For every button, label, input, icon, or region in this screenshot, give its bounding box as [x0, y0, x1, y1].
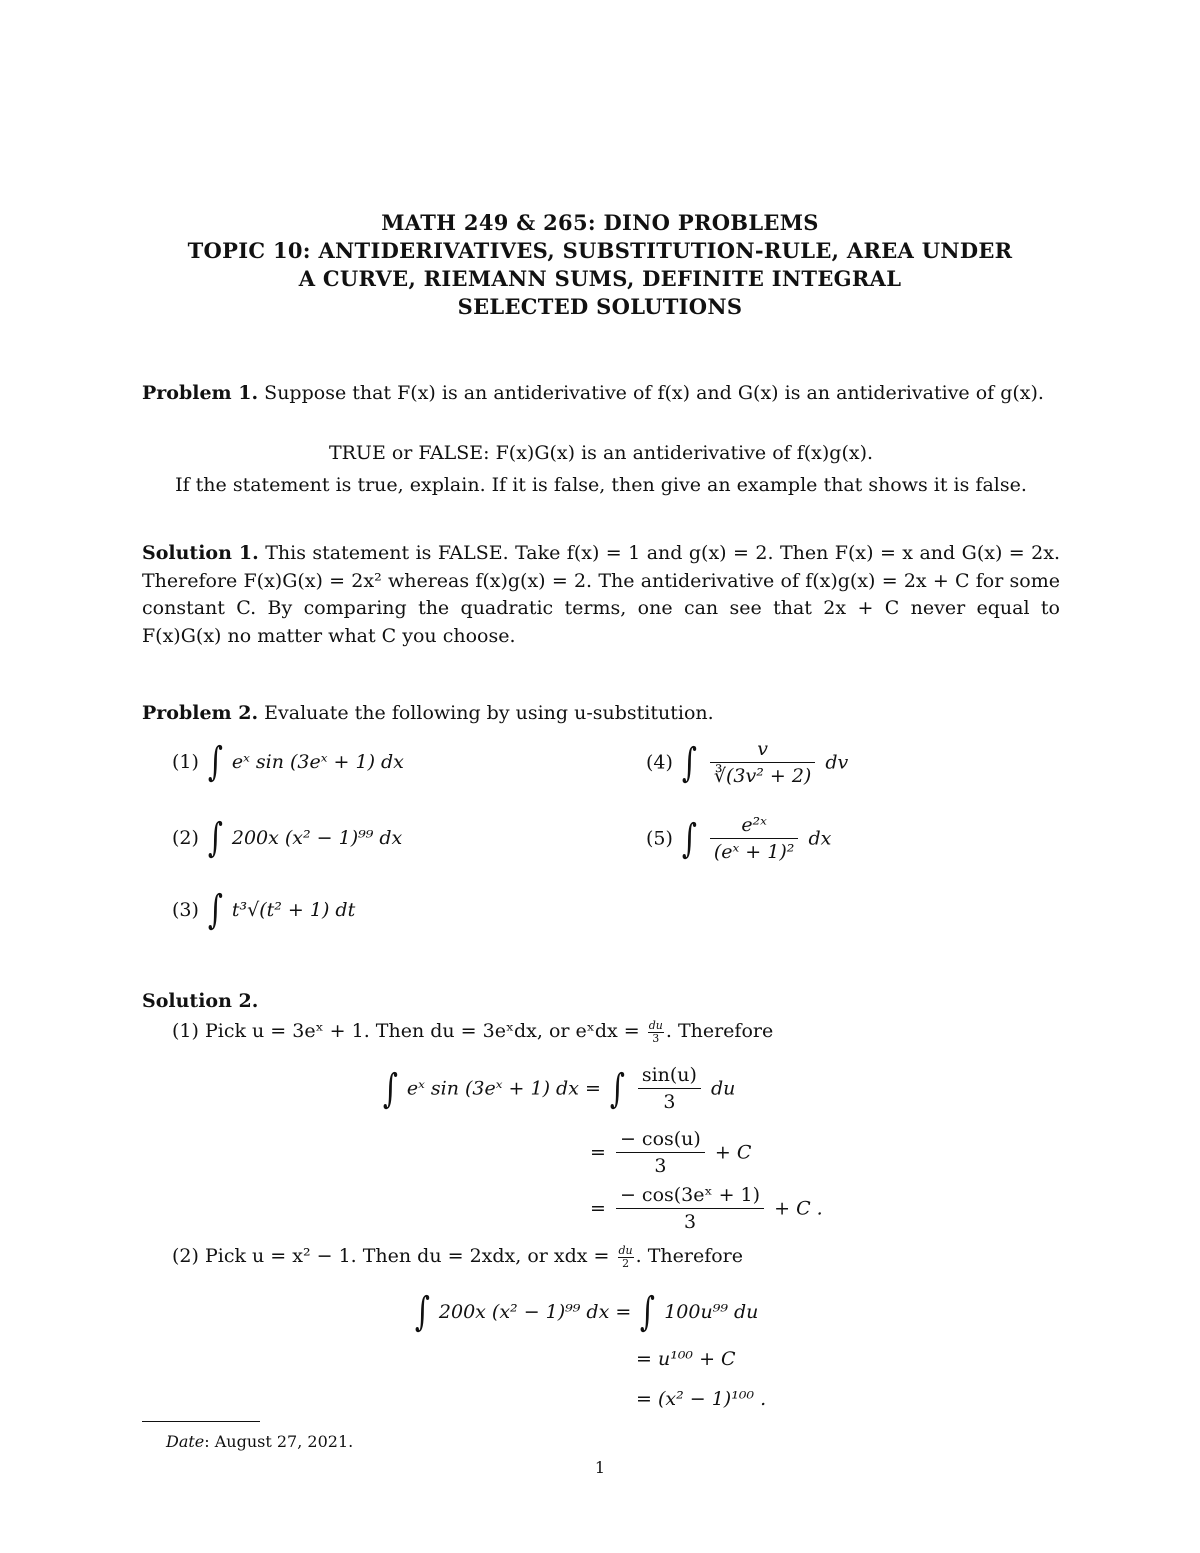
- solution-2-part-2-intro: [172, 1245, 743, 1269]
- footnote-text: : August 27, 2021.: [204, 1432, 354, 1451]
- title-line-3: A CURVE, RIEMANN SUMS, DEFINITE INTEGRAL: [298, 266, 902, 291]
- part-2-intro-end: . Therefore: [635, 1245, 743, 1268]
- part-1-step-3-denominator: 3: [683, 1211, 697, 1233]
- item-1-expression: eˣ sin (3eˣ + 1) dx: [231, 751, 404, 773]
- equals-sign: =: [590, 1197, 606, 1220]
- problem-1-statement: TRUE or FALSE: F(x)G(x) is an antiderivative of f(x)g(x).: [328, 442, 874, 464]
- problem-2-item-1: [172, 739, 404, 785]
- part-1-step-3-tail: + C .: [774, 1197, 823, 1220]
- part-1-lhs: eˣ sin (3eˣ + 1) dx =: [406, 1077, 601, 1100]
- part-1-du-fraction: [648, 1020, 664, 1044]
- problem-2-item-3: [172, 887, 356, 933]
- part-2-equation-line-2: = u¹⁰⁰ + C: [636, 1348, 736, 1370]
- problem-1-text: Suppose that F(x) is an antiderivative of f(x) and G(x) is an antiderivative of g(x).: [264, 382, 1044, 404]
- problem-2: [142, 700, 1060, 728]
- footnote-rule: [142, 1421, 260, 1422]
- integral-sign: ∫: [207, 887, 223, 933]
- problem-2-item-4: [646, 738, 848, 787]
- item-4-denominator: ∛(3v² + 2): [713, 765, 812, 787]
- part-1-step-2-tail: + C: [714, 1141, 752, 1164]
- item-5-numerator: e²ˣ: [710, 814, 799, 839]
- part-2-du-numerator: du: [618, 1244, 633, 1257]
- part-1-step-1-denominator: 3: [663, 1091, 676, 1113]
- part-1-equation-line-2: [590, 1128, 751, 1177]
- part-1-du-denominator: 3: [652, 1031, 660, 1045]
- item-4-fraction: [710, 738, 815, 787]
- solution-2-label: Solution 2.: [142, 990, 259, 1012]
- part-1-du-numerator: du: [648, 1019, 663, 1032]
- item-4-numerator: v: [710, 738, 815, 763]
- integral-sign: ∫: [681, 739, 697, 786]
- part-1-step-1-numerator: sin(u): [638, 1064, 701, 1089]
- part-2-equation-line-3: = (x² − 1)¹⁰⁰ .: [636, 1388, 767, 1410]
- item-4-number: (4): [646, 751, 673, 774]
- title-line-2: TOPIC 10: ANTIDERIVATIVES, SUBSTITUTION-RULE, AREA UNDER: [187, 238, 1013, 263]
- part-2-equation-line-1: [412, 1289, 759, 1335]
- item-3-expression: t³√(t² + 1) dt: [231, 899, 356, 921]
- item-2-expression: 200x (x² − 1)⁹⁹ dx: [231, 827, 403, 849]
- footnote: [166, 1432, 353, 1451]
- problem-2-item-2: [172, 815, 403, 861]
- problem-1-label: Problem 1.: [142, 382, 259, 404]
- integral-sign: ∫: [609, 1065, 625, 1112]
- title-line-1: MATH 249 & 265: DINO PROBLEMS: [381, 210, 819, 235]
- title-line-4: SELECTED SOLUTIONS: [457, 294, 743, 319]
- part-1-step-1-fraction: [638, 1064, 701, 1113]
- solution-2-part-1-intro: [172, 1020, 773, 1044]
- item-5-fraction: [710, 814, 799, 863]
- item-5-differential: dx: [808, 827, 832, 850]
- part-1-step-3-fraction: [616, 1184, 764, 1233]
- problem-2-text: Evaluate the following by using u-substitution.: [264, 702, 714, 724]
- item-4-differential: dv: [825, 751, 849, 774]
- part-2-du-denominator: 2: [622, 1256, 630, 1270]
- problem-2-item-5: [646, 814, 831, 863]
- part-1-intro-end: . Therefore: [665, 1020, 774, 1043]
- integral-sign: ∫: [382, 1065, 398, 1112]
- solution-1-text: This statement is FALSE. Take f(x) = 1 and g(x) = 2. Then F(x) = x and G(x) = 2x. Therefore F(x)G(x) = 2x² whereas f(x)g(x) = 2. The antiderivative of f(x)g(x) = 2x + C for some constant C. By comparing the quadratic terms, one can see that 2x + C never equal to F(x)G(x) no matter what C you choose.: [142, 542, 1061, 647]
- integral-sign: ∫: [207, 815, 223, 861]
- equals-sign: =: [590, 1141, 606, 1164]
- problem-1-instruction: If the statement is true, explain. If it is false, then give an example that shows it is false.: [175, 474, 1027, 496]
- part-2-step-1: 100u⁹⁹ du: [664, 1301, 759, 1323]
- part-1-step-3-numerator: − cos(3eˣ + 1): [616, 1184, 764, 1209]
- part-1-equation-line-1: [380, 1064, 735, 1113]
- integral-sign: ∫: [414, 1289, 430, 1335]
- part-1-step-1-tail: du: [711, 1077, 736, 1100]
- integral-sign: ∫: [640, 1289, 656, 1335]
- problem-1: [142, 380, 1060, 408]
- problem-2-label: Problem 2.: [142, 702, 259, 724]
- part-2-lhs: 200x (x² − 1)⁹⁹ dx =: [438, 1301, 632, 1323]
- item-5-number: (5): [646, 827, 673, 850]
- part-2-intro-text: (2) Pick u = x² − 1. Then du = 2xdx, or xdx =: [172, 1245, 610, 1268]
- solution-1-label: Solution 1.: [142, 542, 259, 564]
- solution-2-heading: [142, 988, 1060, 1016]
- item-3-number: (3): [172, 899, 199, 921]
- item-2-number: (2): [172, 827, 199, 849]
- footnote-label: Date: [166, 1432, 205, 1451]
- part-1-intro-text: (1) Pick u = 3eˣ + 1. Then du = 3eˣdx, or eˣdx =: [172, 1020, 640, 1043]
- page-number: 1: [594, 1458, 606, 1477]
- solution-1: [142, 540, 1060, 650]
- integral-sign: ∫: [681, 815, 697, 862]
- integral-sign: ∫: [207, 739, 223, 785]
- item-5-denominator: (eˣ + 1)²: [713, 841, 795, 863]
- part-1-step-2-denominator: 3: [654, 1155, 667, 1177]
- part-1-step-2-numerator: − cos(u): [616, 1128, 705, 1153]
- part-1-step-2-fraction: [616, 1128, 705, 1177]
- item-1-number: (1): [172, 751, 199, 773]
- part-2-du-fraction: [618, 1245, 634, 1269]
- part-1-equation-line-3: [590, 1184, 823, 1233]
